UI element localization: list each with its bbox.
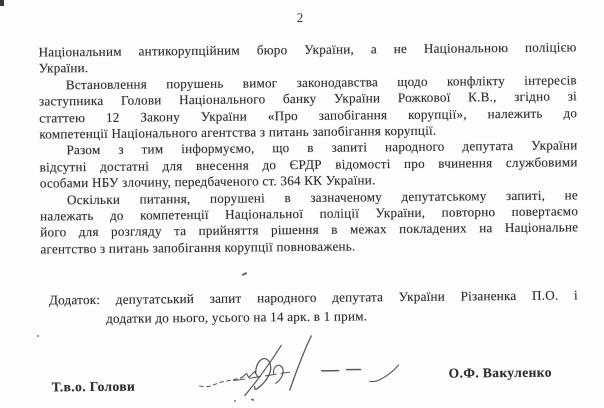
signature-scribble <box>193 327 409 407</box>
text-line: відсутні достатні для внесення до ЄРДР відомості про вчинення службовими <box>39 154 578 175</box>
attachment-line-2: додатки до нього, усього на 14 арк. в 1 прим. <box>106 307 368 326</box>
text-line: Встановлення порушень вимог законодавства щодо конфлікту інтересів <box>65 72 577 93</box>
text-line: України. <box>38 60 89 76</box>
scan-artifact-speck <box>234 400 236 402</box>
scan-artifact-corner <box>0 0 4 6</box>
text-line: компетенції Національного агентства з питань запобігання корупції. <box>39 122 437 142</box>
body-paragraphs <box>38 39 578 257</box>
scan-artifact-speck <box>37 335 39 337</box>
text-line: особами НБУ злочину, передбаченого ст. 364 КК України. <box>39 172 376 191</box>
signer-title: Т.в.о. Голови <box>51 378 136 395</box>
signer-name: О.Ф. Вакуленко <box>448 364 552 381</box>
text-line: агентство з питань запобігання корупції повноважень. <box>40 238 356 257</box>
text-line: належать до компетенції Національної поліції України, повторно повертаємо <box>40 203 579 224</box>
page-number: 2 <box>296 9 304 26</box>
attachment-note <box>49 286 578 328</box>
text-line: заступника Голови Національного банку України Рожкової К.В., згідно зі <box>38 88 578 109</box>
text-line: Оскільки питання, порушені в зазначеному депутатському запиті, не <box>66 186 578 207</box>
text-line: Національним антикорупційним бюро України, а не Національною поліцією <box>38 39 577 60</box>
text-line: статтею 12 Закону України «Про запобігання корупції», належить до <box>39 104 578 126</box>
attachment-line-1: Додаток: депутатський запит народного депутата України Різаненка П.О. і <box>48 287 578 308</box>
text-line: його для розгляду та прийняття рішення в межах покладених на Національне <box>40 219 579 240</box>
text-line: Разом з тим інформуємо, що в запиті народного депутата України <box>66 137 578 158</box>
